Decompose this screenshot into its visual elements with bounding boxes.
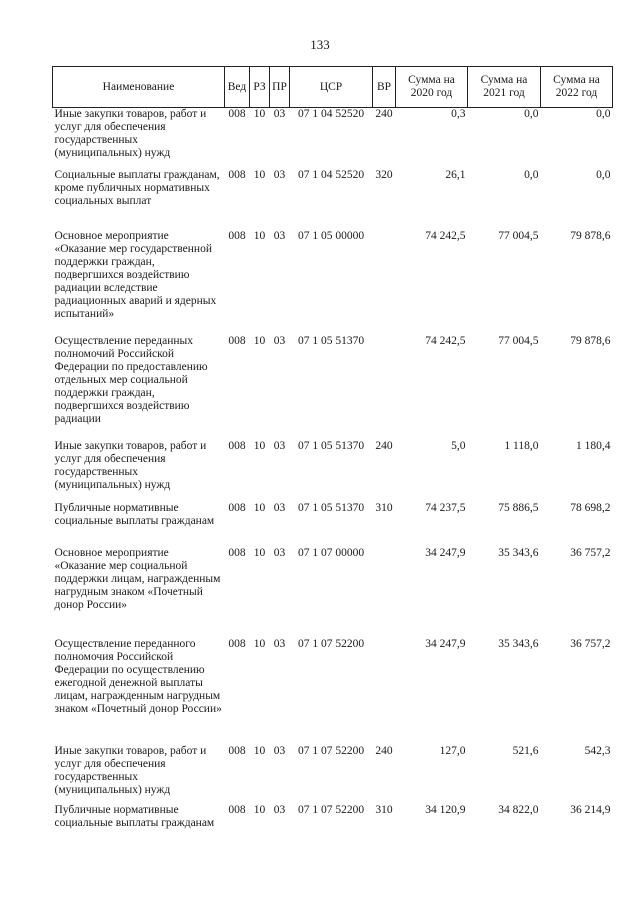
row-sum-2020: 5,0 <box>451 440 466 452</box>
row-sum-2020: 34 247,9 <box>425 547 466 559</box>
row-ved: 008 <box>228 547 246 559</box>
row-ved: 008 <box>228 804 246 816</box>
row-rz: 10 <box>253 230 266 242</box>
header-sum-2022: Сумма на 2022 год <box>541 67 613 108</box>
table-row <box>53 547 613 638</box>
table-row <box>53 108 613 170</box>
row-csr: 07 1 07 52200 <box>297 804 365 816</box>
row-csr: 07 1 04 52520 <box>297 169 365 181</box>
row-ved: 008 <box>228 108 246 120</box>
row-sum-2021: 0,0 <box>524 169 539 181</box>
row-sum-2022: 0,0 <box>596 169 611 181</box>
row-sum-2020: 26,1 <box>445 169 466 181</box>
row-sum-2021: 34 822,0 <box>498 804 539 816</box>
row-sum-2022: 36 757,2 <box>570 547 611 559</box>
row-sum-2022: 542,3 <box>584 745 611 757</box>
row-csr: 07 1 07 52200 <box>297 638 365 650</box>
header-name: Наименование <box>53 67 225 108</box>
row-sum-2022: 79 878,6 <box>570 335 611 347</box>
row-rz: 10 <box>253 502 266 514</box>
row-sum-2021: 35 343,6 <box>498 547 539 559</box>
row-ved: 008 <box>228 169 246 181</box>
header-ved: Вед <box>225 67 250 108</box>
row-csr: 07 1 05 00000 <box>297 230 365 242</box>
row-ved: 008 <box>228 502 246 514</box>
row-pr: 03 <box>273 745 286 757</box>
row-name: Иные закупки товаров, работ и услуг для обеспечения государственных (муниципальных) нужд <box>54 745 207 796</box>
row-name: Иные закупки товаров, работ и услуг для обеспечения государственных (муниципальных) нужд <box>54 440 207 491</box>
row-sum-2020: 74 242,5 <box>425 230 466 242</box>
row-pr: 03 <box>273 108 286 120</box>
row-pr: 03 <box>273 502 286 514</box>
row-vr <box>373 638 396 745</box>
table-row <box>53 502 613 547</box>
row-name: Основное мероприятие «Оказание мер государственной поддержки граждан, подвергшихся воздействию радиации вследствие радиационных аварий и ядерных испытаний» <box>54 230 217 320</box>
header-vr: ВР <box>373 67 396 108</box>
row-vr: 320 <box>375 169 393 181</box>
row-rz: 10 <box>253 108 266 120</box>
row-csr: 07 1 07 00000 <box>297 547 365 559</box>
table-row <box>53 440 613 502</box>
row-vr: 310 <box>375 502 393 514</box>
row-sum-2021: 77 004,5 <box>498 230 539 242</box>
table-row <box>53 638 613 745</box>
row-vr: 240 <box>375 440 393 452</box>
table-row <box>53 804 613 849</box>
row-sum-2021: 0,0 <box>524 108 539 120</box>
row-sum-2022: 79 878,6 <box>570 230 611 242</box>
row-ved: 008 <box>228 638 246 650</box>
row-sum-2020: 0,3 <box>451 108 466 120</box>
row-pr: 03 <box>273 169 286 181</box>
row-pr: 03 <box>273 335 286 347</box>
table-row <box>53 335 613 440</box>
row-pr: 03 <box>273 638 286 650</box>
row-name: Осуществление переданного полномочия Российской Федерации по осуществлению ежегодной денежной выплаты лицам, награжденным нагрудным знаком «Почетный донор России» <box>54 638 222 715</box>
row-rz: 10 <box>253 638 266 650</box>
row-sum-2022: 36 757,2 <box>570 638 611 650</box>
row-sum-2021: 1 118,0 <box>504 440 539 452</box>
row-sum-2021: 77 004,5 <box>498 335 539 347</box>
row-csr: 07 1 05 51370 <box>297 440 365 452</box>
row-pr: 03 <box>273 804 286 816</box>
row-name: Публичные нормативные социальные выплаты гражданам <box>54 804 215 829</box>
table-row <box>53 745 613 804</box>
row-name: Публичные нормативные социальные выплаты гражданам <box>54 502 215 527</box>
row-csr: 07 1 05 51370 <box>297 502 365 514</box>
row-rz: 10 <box>253 440 266 452</box>
header-sum-2020: Сумма на 2020 год <box>396 67 468 108</box>
row-sum-2020: 74 242,5 <box>425 335 466 347</box>
header-sum-2021: Сумма на 2021 год <box>468 67 541 108</box>
row-rz: 10 <box>253 547 266 559</box>
row-sum-2022: 0,0 <box>596 108 611 120</box>
row-rz: 10 <box>253 169 266 181</box>
row-sum-2020: 74 237,5 <box>425 502 466 514</box>
row-pr: 03 <box>273 230 286 242</box>
row-sum-2021: 521,6 <box>512 745 539 757</box>
row-csr: 07 1 04 52520 <box>297 108 365 120</box>
row-pr: 03 <box>273 547 286 559</box>
row-sum-2022: 36 214,9 <box>570 804 611 816</box>
table-row <box>53 169 613 230</box>
row-ved: 008 <box>228 440 246 452</box>
row-pr: 03 <box>273 440 286 452</box>
row-rz: 10 <box>253 335 266 347</box>
row-vr <box>373 230 396 335</box>
row-vr: 240 <box>375 745 393 757</box>
row-sum-2021: 75 886,5 <box>498 502 539 514</box>
row-vr <box>373 547 396 638</box>
row-sum-2022: 78 698,2 <box>570 502 611 514</box>
row-rz: 10 <box>253 804 266 816</box>
row-sum-2020: 127,0 <box>439 745 466 757</box>
row-csr: 07 1 07 52200 <box>297 745 365 757</box>
row-name: Иные закупки товаров, работ и услуг для обеспечения государственных (муниципальных) нужд <box>54 108 207 159</box>
row-name: Осуществление переданных полномочий Российской Федерации по предоставлению отдельных мер социальной поддержки граждан, подвергшихся воздействию радиации <box>54 335 208 425</box>
row-ved: 008 <box>228 230 246 242</box>
header-rz: РЗ <box>250 67 270 108</box>
table-header-row <box>53 67 613 108</box>
row-sum-2020: 34 120,9 <box>425 804 466 816</box>
row-ved: 008 <box>228 335 246 347</box>
row-vr: 240 <box>375 108 393 120</box>
row-name: Социальные выплаты гражданам, кроме публичных нормативных социальных выплат <box>54 169 220 207</box>
row-vr <box>373 335 396 440</box>
page-number: 133 <box>310 37 330 52</box>
budget-table <box>52 66 613 849</box>
header-csr: ЦСР <box>290 67 373 108</box>
header-pr: ПР <box>270 67 290 108</box>
row-name: Основное мероприятие «Оказание мер социальной поддержки лицам, награжденным нагрудным знаком «Почетный донор России» <box>54 547 221 611</box>
row-ved: 008 <box>228 745 246 757</box>
table-row <box>53 230 613 335</box>
row-sum-2021: 35 343,6 <box>498 638 539 650</box>
row-csr: 07 1 05 51370 <box>297 335 365 347</box>
row-sum-2022: 1 180,4 <box>576 440 611 452</box>
row-sum-2020: 34 247,9 <box>425 638 466 650</box>
row-vr: 310 <box>375 804 393 816</box>
row-rz: 10 <box>253 745 266 757</box>
